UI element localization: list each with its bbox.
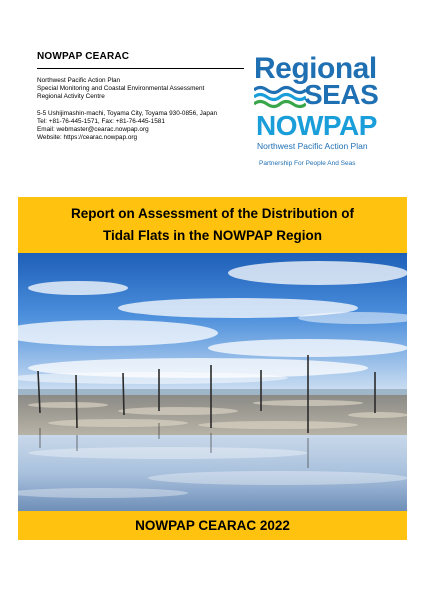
footer-band (18, 511, 407, 540)
cover-photo (18, 253, 407, 511)
header-rule (37, 68, 244, 69)
contact-line: Special Monitoring and Coastal Environmental Assessment (37, 85, 205, 93)
org-title: NOWPAP CEARAC (37, 51, 130, 62)
email-link[interactable]: Email: webmaster@cearac.nowpap.org (37, 126, 149, 134)
logo-subtitle: Northwest Pacific Action Plan (257, 141, 368, 151)
contact-block (37, 77, 252, 142)
report-title-line-1: Report on Assessment of the Distribution of (70, 206, 354, 221)
website-link[interactable]: Website: https://cearac.nowpap.org (37, 134, 138, 142)
tidal-flat-image (18, 253, 407, 511)
phone-line: Tel: +81-76-445-1571, Fax: +81-76-445-1581 (37, 117, 165, 125)
report-title-band (18, 197, 407, 253)
contact-line: Northwest Pacific Action Plan (37, 77, 121, 84)
logo-tagline: Partnership For People And Seas (259, 160, 356, 167)
logo-word-regional: Regional (254, 52, 377, 85)
regional-seas-logo (252, 52, 392, 172)
logo-word-seas: SEAS (304, 79, 379, 110)
address-line: 5-5 Ushijimashin-machi, Toyama City, Toyama 930-0856, Japan (37, 109, 218, 117)
footer-text: NOWPAP CEARAC 2022 (135, 518, 290, 533)
report-title-line-2: Tidal Flats in the NOWPAP Region (102, 228, 323, 243)
wave-icon (254, 85, 306, 111)
logo-word-nowpap: NOWPAP (256, 110, 377, 141)
contact-line: Regional Activity Centre (37, 93, 105, 101)
